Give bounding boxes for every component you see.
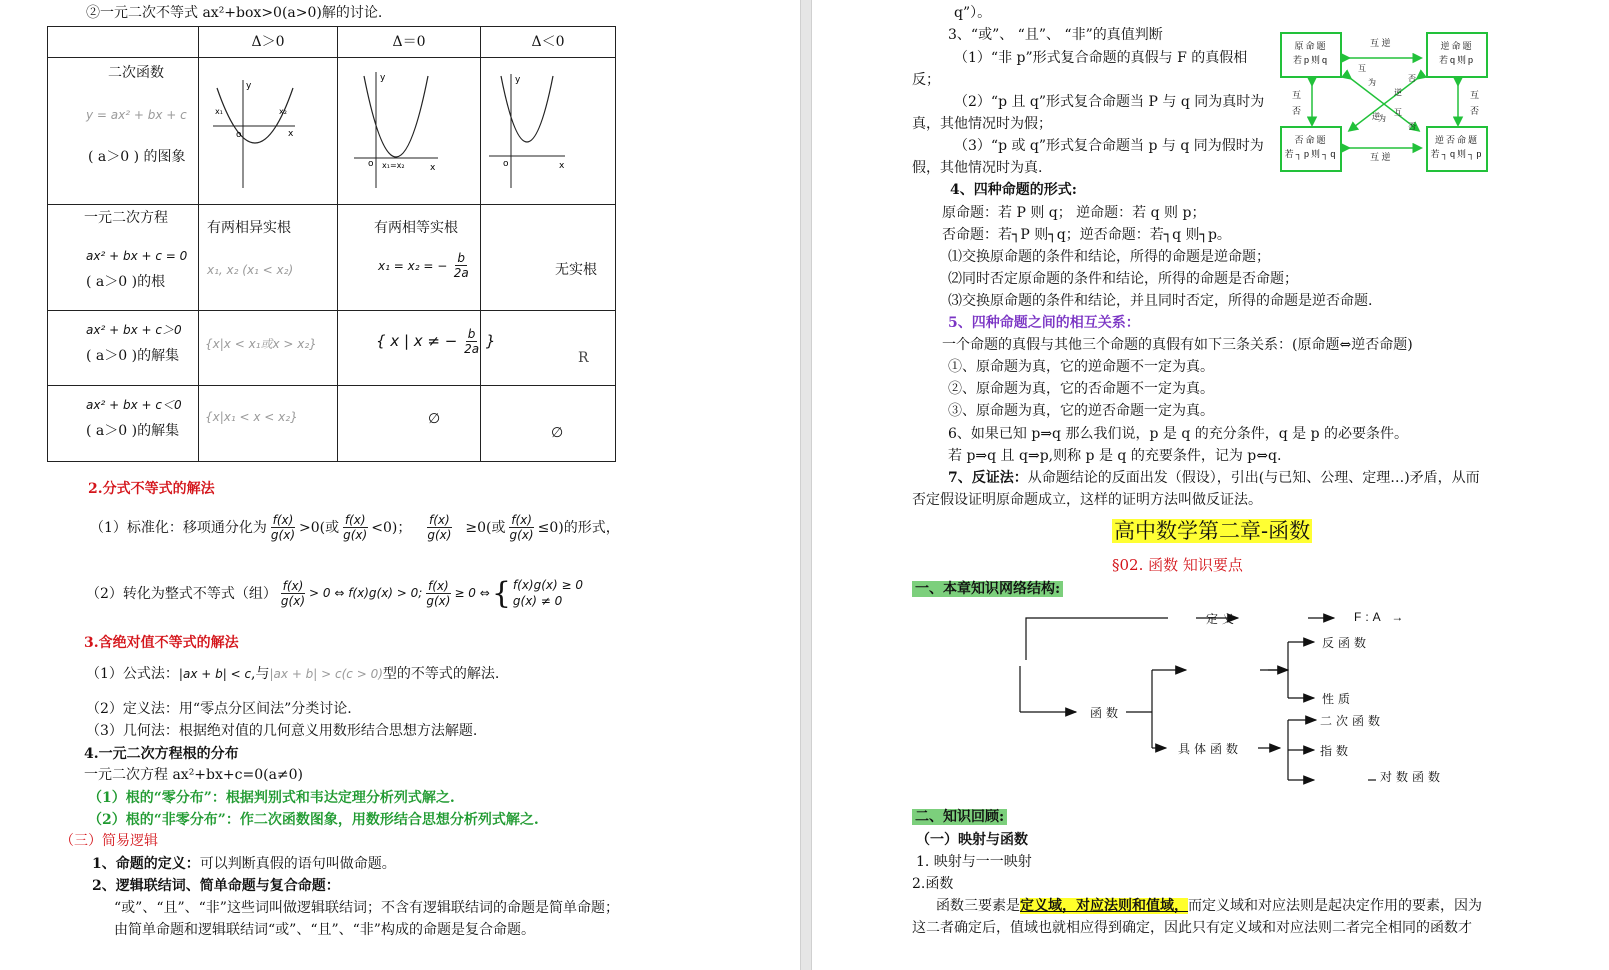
original-proposition-box: 原命题 若p则q: [1280, 32, 1342, 78]
graph-x1-label: x₁: [215, 107, 223, 116]
parabola-double-root-graph: [338, 58, 480, 200]
graph-x-label: x: [288, 129, 294, 139]
quadratic-inequality-table: [47, 26, 616, 462]
four-propositions-form-title: 4、四种命题的形式:: [950, 182, 1077, 198]
section-fraction-inequality-title: 2.分式不等式的解法: [88, 481, 215, 497]
graph-cell-two-roots: [199, 58, 338, 205]
graph-origin-label: o: [368, 159, 374, 169]
review-one-to-one: 1. 映射与一一映射: [916, 854, 1032, 870]
fraction-standardize-line: （1）标准化：移项通分化为 $\frac{f(x)}{g(x)}$ >0(或 $\frac{f(x)}{g(x)}$ <0)； $\frac{f(x)}{g(x)}$ ≥0(或 $\frac{f(x)}{g(x)}$ ≤0)的形式，: [90, 513, 620, 543]
section-absolute-inequality-title: 3.含绝对值不等式的解法: [84, 635, 239, 651]
tree-node-definition: 定义: [1206, 612, 1239, 626]
function-knowledge-tree: [968, 604, 1508, 794]
graph-y-label: y: [246, 81, 252, 91]
graph-y-label: y: [515, 75, 521, 85]
tree-node-inverse-function: 反函数: [1322, 636, 1371, 650]
contrapositive-proposition-box: 逆否命题 若┐q则┐p: [1426, 126, 1488, 172]
absolute-definition-line: （2）定义法：用“零点分区间法”分类讨论.: [86, 701, 352, 717]
cell-solution-outside: {x|x < x₁或x > x₂}: [199, 311, 338, 386]
label-right-inverse-a: 互: [1470, 90, 1480, 100]
fraction-convert-line: （2）转化为整式不等式（组） $\frac{f(x)}{g(x)}$ > 0 ⇔ f(x)g(x) > 0; $\frac{f(x)}{g(x)}$ ≥ 0 ⇔ { f(x)g(x) ≥ 0 g(x) ≠ 0: [86, 575, 583, 611]
cell-double-root: 有两相等实根 x₁ = x₂ = − $\frac{b}{2a}$: [338, 205, 481, 311]
truth-not-line-b: 反；: [912, 72, 940, 88]
graph-origin-label: o: [503, 159, 509, 169]
converse-proposition-box: 逆命题 若q则p: [1426, 32, 1488, 78]
absolute-formula-line: （1）公式法：|ax + b| < c,与|ax + b| > c(c > 0)型的不等式的解法.: [86, 666, 500, 682]
logic-connectives-title: 2、逻辑联结词、简单命题与复合命题：: [92, 878, 340, 894]
graph-origin-label: o: [236, 130, 242, 140]
label-left-inverse-b: 否: [1292, 106, 1302, 116]
section-simple-logic-title: （三）简易逻辑: [60, 833, 158, 849]
tree-node-function: 函数: [1090, 706, 1123, 720]
row-label-quadratic-function: 二次函数 y = ax² + bx + c ( a＞0 ) 的图象: [48, 58, 199, 205]
root-zero-distribution: （1）根的“零分布”：根据判别式和韦达定理分析列式解之.: [88, 790, 455, 806]
cell-solution-all-reals: R: [481, 311, 616, 386]
table-header-delta-positive: Δ＞0: [199, 27, 338, 58]
cell-empty-set-2: ∅: [481, 386, 616, 462]
relations-line-3: ②、原命题为真，它的否命题不一定为真。: [948, 381, 1214, 397]
label-left-inverse-a: 互: [1292, 90, 1302, 100]
relations-title: 5、四种命题之间的相互关系：: [948, 315, 1140, 331]
contradiction-line-2: 否定假设证明原命题成立，这样的证明方法叫做反证法。: [912, 492, 1262, 508]
row-label-greater-than: ax² + bx + c＞0 ( a＞0 )的解集: [48, 311, 199, 386]
review-continuation: 这二者确定后，值域也就相应得到确定，因此只有定义域和对应法则二者完全相同的函数才: [912, 920, 1472, 936]
root-distribution-equation: 一元二次方程 ax²+bx+c=0(a≠0): [84, 767, 304, 783]
graph-cell-no-roots: [481, 58, 616, 205]
truth-or-line-a: （3）“p 或 q”形式复合命题当 p 与 q 同为假时为: [954, 138, 1264, 154]
tree-node-quadratic: 二次函数: [1320, 714, 1385, 728]
review-three-elements: 函数三要素是定义域，对应法则和值域，而定义域和对应法则是起决定作用的要素，因为: [936, 898, 1482, 914]
tree-lines: [968, 604, 1508, 794]
inverse-proposition-box: 否命题 若┐p则┐q: [1280, 126, 1342, 172]
cell-solution-except-vertex: { x | x ≠ − $\frac{b}{2a}$ }: [338, 311, 481, 386]
form-line-1: 原命题：若 P 则 q； 逆命题：若 q 则 p；: [942, 205, 1206, 221]
label-bottom-converse: 互 逆: [1370, 152, 1391, 162]
cell-two-distinct-roots: 有两相异实根 x₁, x₂ (x₁ < x₂): [199, 205, 338, 311]
review-function: 2.函数: [912, 876, 954, 892]
page-gutter: [800, 0, 812, 970]
root-nonzero-distribution: （2）根的“非零分布”：作二次函数图象，用数形结合思想分析列式解之.: [88, 812, 539, 828]
truth-and-line-a: （2）“p 且 q”形式复合命题当 P 与 q 同为真时为: [954, 94, 1265, 110]
logic-connectives-line2: 由简单命题和逻辑联结词“或”、“且”、“非”构成的命题是复合命题。: [114, 922, 535, 938]
logic-connectives-line1: “或”、“且”、“非”这些词叫做逻辑联结词；不含有逻辑联结词的命题是简单命题；: [114, 900, 619, 916]
truth-or-line-b: 假，其他情况时为真.: [912, 160, 1043, 176]
four-propositions-diagram: 原命题 若p则q 逆命题 若q则p 否命题 若┐p则┐q 逆否命题 若┐q则┐p 互 逆 互 逆 互 否 互 否 互 为 逆 否 互 逆 为 否: [1278, 30, 1498, 176]
continued-line: q”）。: [954, 5, 992, 21]
absolute-geometry-line: （3）几何法：根据绝对值的几何意义用数形结合思想方法解题.: [86, 723, 478, 739]
form-line-5: ⑶交换原命题的条件和结论，并且同时否定，所得的命题是逆否命题.: [948, 293, 1373, 309]
relations-line-2: ①、原命题为真，它的逆命题不一定为真。: [948, 359, 1214, 375]
form-line-3: ⑴交换原命题的条件和结论，所得的命题是逆命题；: [948, 249, 1270, 265]
truth-and-line-b: 真，其他情况时为假；: [912, 116, 1052, 132]
left-page: [0, 0, 800, 970]
tree-node-property: 性质: [1322, 692, 1355, 706]
condition-line-2: 若 p⇒q 且 q⇒p,则称 p 是 q 的充要条件，记为 p⇔q.: [948, 448, 1282, 464]
tree-node-logarithmic: 对数函数: [1380, 770, 1445, 784]
relations-line-4: ③、原命题为真，它的逆否命题一定为真。: [948, 403, 1214, 419]
table-header-delta-negative: Δ＜0: [481, 27, 616, 58]
table-corner-cell: [48, 27, 199, 58]
graph-x2-label: x₂: [279, 107, 287, 116]
graph-cell-double-root: [338, 58, 481, 205]
table-heading: ②一元二次不等式 ax²+box>0(a>0)解的讨论.: [86, 5, 383, 21]
form-line-2: 否命题：若┐P 则┐q；逆否命题：若┐q 则┐p。: [942, 227, 1231, 243]
graph-x-label: x: [559, 161, 565, 171]
row-label-less-than: ax² + bx + c＜0 ( a＞0 )的解集: [48, 386, 199, 462]
cell-empty-set-1: ∅: [338, 386, 481, 462]
parabola-two-roots-graph: [199, 58, 337, 200]
label-right-inverse-b: 否: [1470, 106, 1480, 116]
chapter-subtitle: §02. 函数 知识要点: [1112, 556, 1243, 574]
row-label-quadratic-equation: 一元二次方程 ax² + bx + c = 0 ( a＞0 )的根: [48, 205, 199, 311]
cell-no-real-roots: 无实根: [481, 205, 616, 311]
graph-y-label: y: [380, 73, 386, 83]
parabola-no-roots-graph: [481, 58, 615, 200]
right-page: [812, 0, 1609, 970]
section-root-distribution-title: 4.一元二次方程根的分布: [84, 746, 239, 762]
label-top-converse: 互 逆: [1370, 38, 1391, 48]
tree-node-exponential: 指数: [1320, 744, 1353, 758]
logic-proposition-definition: 1、命题的定义：可以判断真假的语句叫做命题。: [92, 856, 396, 872]
tree-node-mapping: F:A →: [1354, 610, 1408, 624]
truth-judgement-title: 3、“或”、 “且”、 “非”的真值判断: [948, 27, 1163, 43]
cell-solution-between: {x|x₁ < x < x₂}: [199, 386, 338, 462]
tree-node-specific-functions: 具体函数: [1178, 742, 1243, 756]
truth-not-line-a: （1）“非 p”形式复合命题的真假与 F 的真假相: [954, 50, 1248, 66]
table-header-delta-zero: Δ＝0: [338, 27, 481, 58]
knowledge-review-band: 二、知识回顾:: [912, 808, 1007, 826]
contradiction-line-1: 7、反证法：从命题结论的反面出发（假设），引出(与已知、公理、定理…)矛盾，从而: [948, 470, 1480, 486]
condition-line-1: 6、如果已知 p⇒q 那么我们说，p 是 q 的充分条件，q 是 p 的必要条件。: [948, 426, 1409, 442]
chapter-title: 高中数学第二章-函数: [1114, 519, 1311, 543]
form-line-4: ⑵同时否定原命题的条件和结论，所得的命题是否命题；: [948, 271, 1298, 287]
review-mapping-function: （一）映射与函数: [916, 832, 1028, 848]
graph-x-label: x: [430, 163, 436, 173]
graph-x1x2-label: x₁=x₂: [382, 161, 405, 170]
relations-line-1: 一个命题的真假与其他三个命题的真假有如下三条关系：(原命题⇔逆否命题): [942, 337, 1413, 353]
knowledge-network-band: 一、本章知识网络结构:: [912, 580, 1063, 598]
